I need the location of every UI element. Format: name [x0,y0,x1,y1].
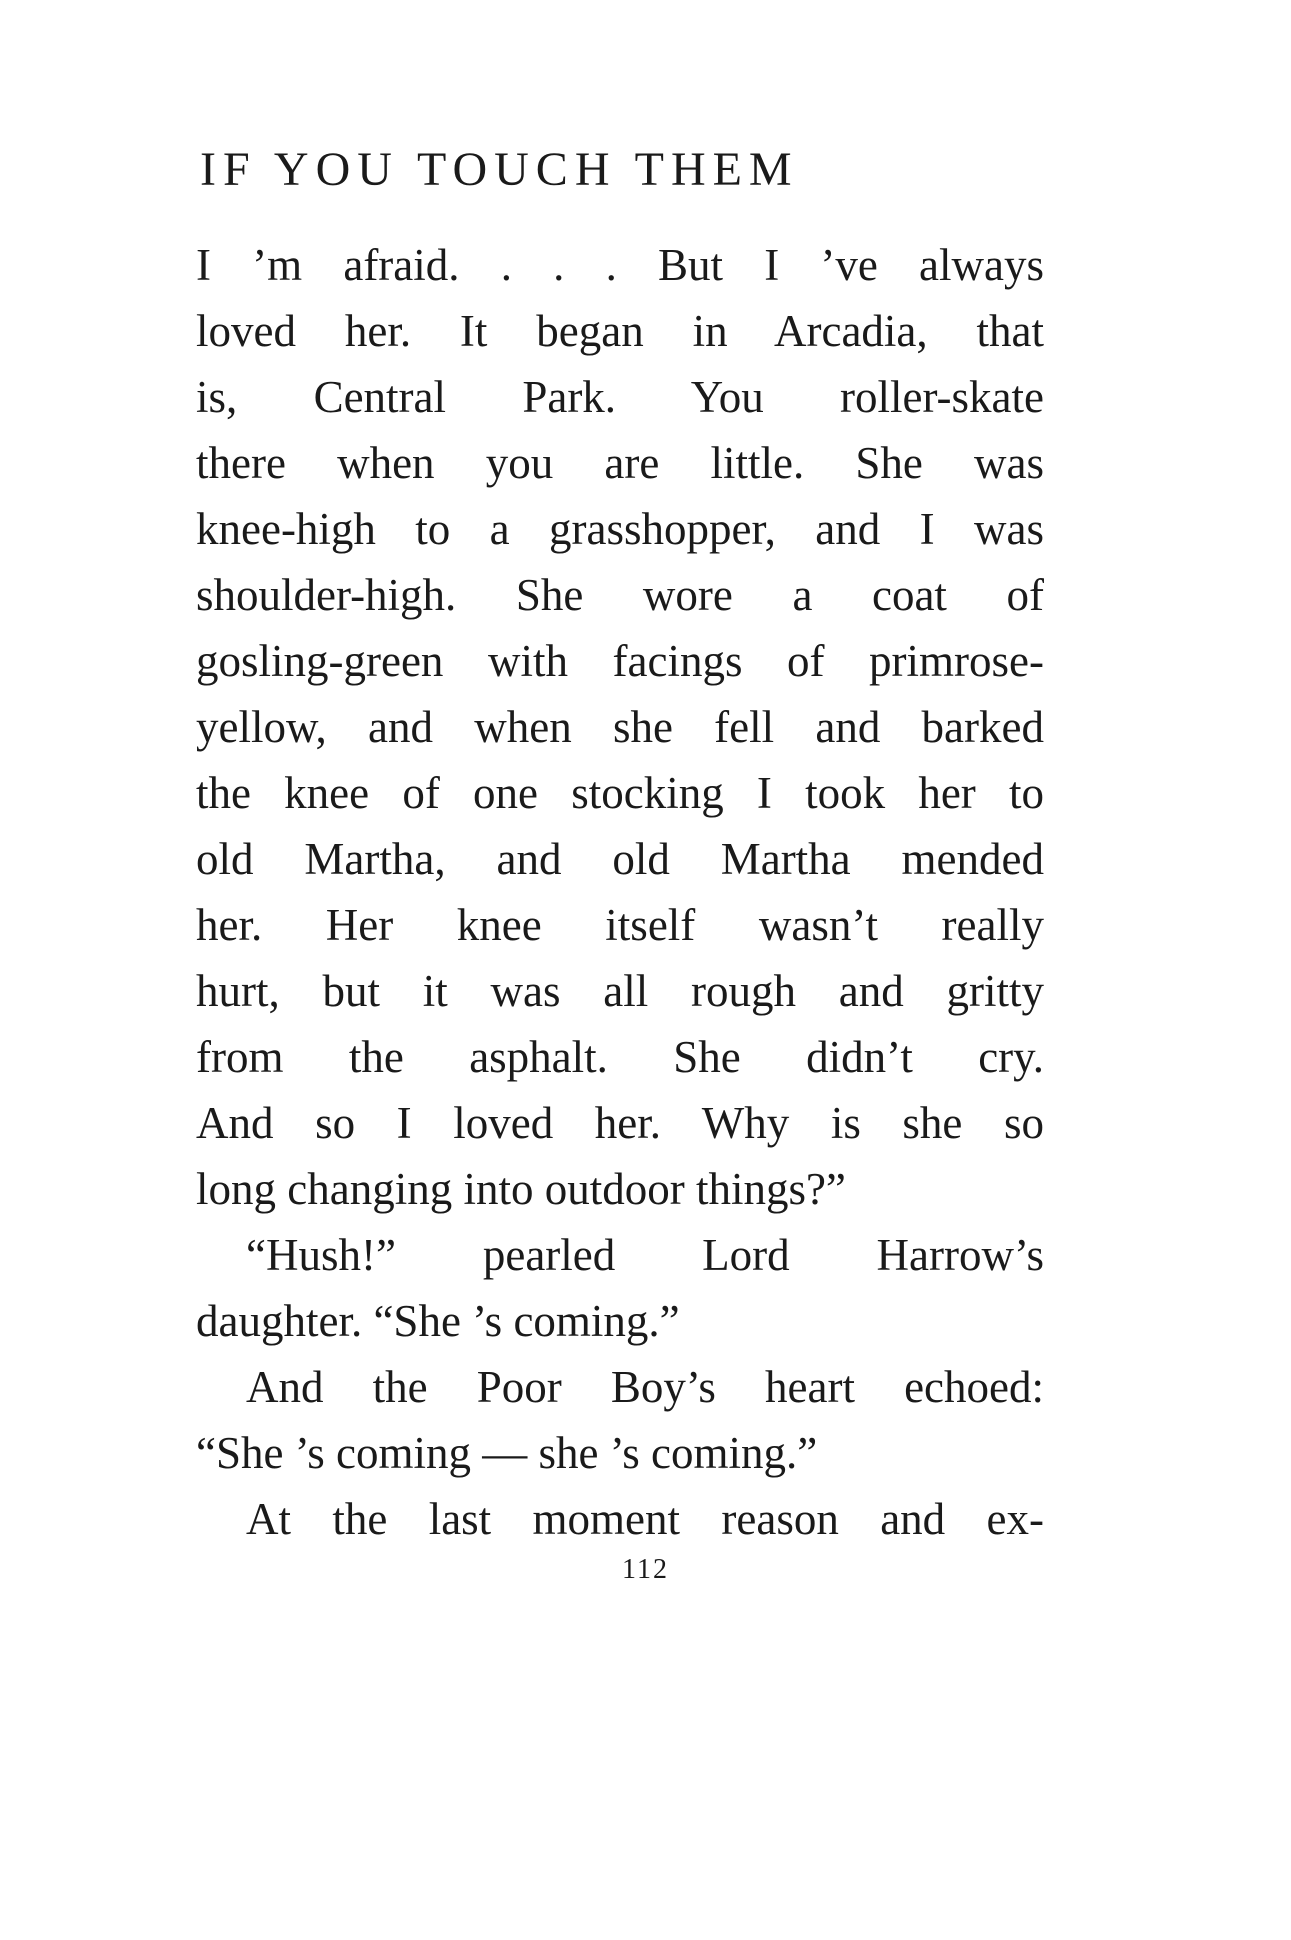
text-line: her. Her knee itself wasn’t really [196,900,1044,950]
text-line: knee-high to a grasshopper, and I was [196,504,1044,554]
text-line: yellow, and when she fell and barked [196,702,1044,752]
text-line: And the Poor Boy’s heart echoed: [246,1362,1044,1412]
text-line: loved her. It began in Arcadia, that [196,306,1044,356]
text-line: shoulder-high. She wore a coat of [196,570,1044,620]
text-line: the knee of one stocking I took her to [196,768,1044,818]
page-number: 112 [622,1554,669,1585]
text-line: I ’m afraid. . . . But I ’ve always [196,240,1044,290]
text-line: gosling-green with facings of primrose- [196,636,1044,686]
text-line: old Martha, and old Martha mended [196,834,1044,884]
text-line: And so I loved her. Why is she so [196,1098,1044,1148]
text-line: “She ’s coming — she ’s coming.” [196,1428,818,1478]
running-head: IF YOU TOUCH THEM [200,143,799,196]
text-line: daughter. “She ’s coming.” [196,1296,680,1346]
text-line: long changing into outdoor things?” [196,1164,846,1214]
body-text [196,232,1044,1552]
text-line: is, Central Park. You roller-skate [196,372,1044,422]
text-line: there when you are little. She was [196,438,1044,488]
text-line: from the asphalt. She didn’t cry. [196,1032,1044,1082]
text-line: hurt, but it was all rough and gritty [196,966,1044,1016]
text-line: “Hush!” pearled Lord Harrow’s [246,1230,1044,1280]
text-line: At the last moment reason and ex- [246,1494,1044,1544]
